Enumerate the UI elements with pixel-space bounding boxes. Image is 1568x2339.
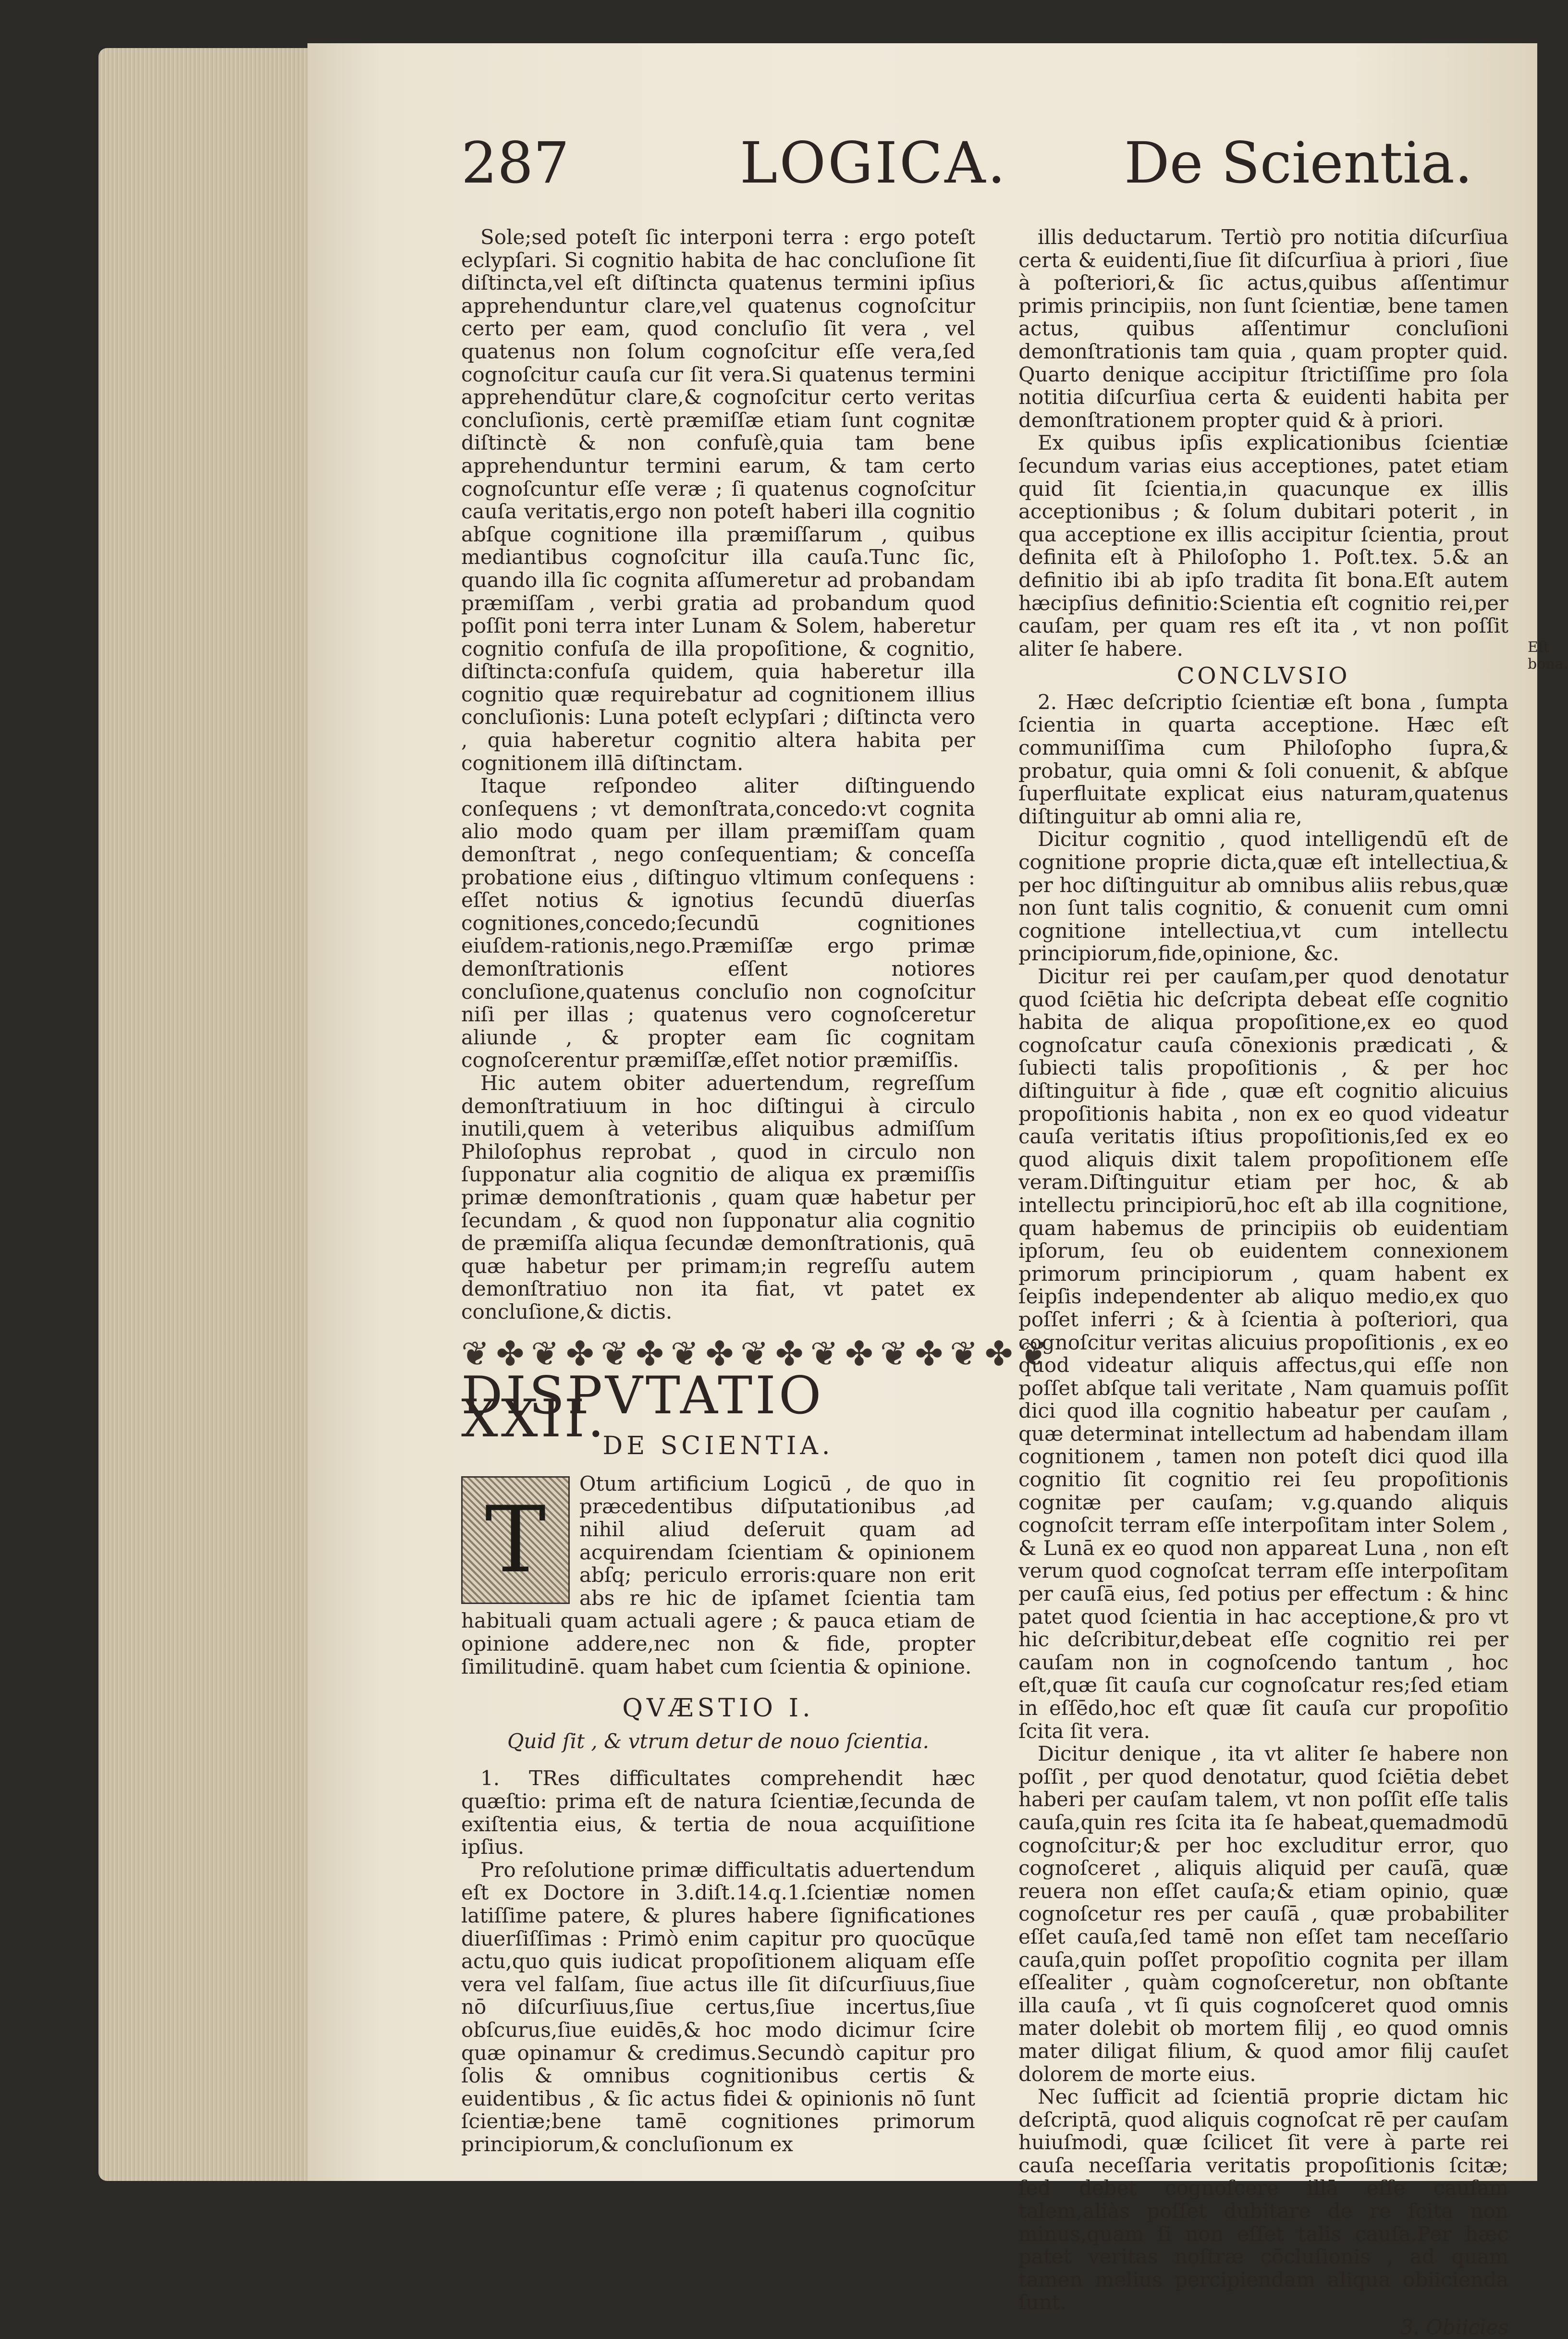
right-column [1018,226,1508,2339]
paragraph: illis deductarum. Tertiò pro notitia diſcurſiua certa & euidenti,ſiue ſit diſcurſiua à priori , ſiue à poſteriori,& ſic actus,quibus aſſentimur primis principiis, non ſunt ſcientiæ, bene tamen actus, quibus aſſentimur concluſioni demonſtrationis tam quia , quam propter quid. Quarto denique accipitur ſtrictiſſime pro ſola notitia diſcurſiua certa & euidenti habita per demonſtrationem propter quid & à priori. [1018,225,1508,432]
book-page [307,43,1568,2339]
paragraph: Pro reſolutione primæ difficultatis aduertendum eſt ex Doctore in 3.diſt.14.q.1.ſcientiæ nomen latiſſime patere, & plures habere ſignificationes diuerſiſſimas : Primò enim capitur pro quocūque actu,quo quis iudicat propoſitionem aliquam eſſe vera vel falſam, ſiue actus ille ſit diſcurſiuus,ſiue nō diſcurſiuus,ſiue certus,ſiue incertus,ſiue obſcurus,ſiue euidēs,& hoc modo dicimur ſcire quæ opinamur & credimus.Secundò capitur pro ſolis & omnibus cognitionibus certis & euidentibus , & ſic actus fidei & opinionis nō ſunt ſcientiæ;bene tamē cognitiones primorum principiorum,& concluſionum ex [461,1858,975,2156]
paragraph: Dicitur denique , ita vt aliter ſe habere non poſſit , per quod denotatur, quod ſciētia debet haberi per cauſam talem, vt non poſſit eſſe talis cauſa,quin res ſcita ita ſe habeat,quemadmodū cognoſcitur;& per hoc excluditur error, quo cognoſceret , aliquis aliquid per cauſā, quæ reuera non eſſet cauſa;& etiam opinio, quæ cognoſcetur res per cauſā , quæ probabiliter eſſet cauſa,ſed tamē non eſſet tam neceſſario cauſa,quin poſſet propoſitio cognita per illam eſſealiter , quàm cognoſceretur, non obſtante illa cauſa , vt ſi quis cognoſceret quod omnis mater dolebit ob mortem filij , eo quod omnis mater diligat filium, & quod amor filij cauſet dolorem de morte eius. [1018,1742,1508,2086]
page-number: 287 [461,130,570,196]
running-subtitle: De Scientia. [1124,130,1473,196]
decorated-initial: T [461,1476,570,1604]
paragraph: Nec ſufficit ad ſcientiā proprie dictam hic deſcriptā, quod aliquis cognoſcat rē per cauſam huiuſmodi, quæ ſcilicet ſit vere à parte rei cauſa neceſſaria veritatis propoſitionis ſcitæ; ſed debet cognoſcere illā eſſe cauſam talem,aliàs poſſet dubitare de re ſcita non minus,quam ſi non eſſet talis cauſa.Per hæc patet veritas noſtræ cōcluſionis , ad quam tamen melius percipiendam aliqua obiicienda ſunt. [1018,2085,1508,2315]
quaestio-subtitle: Quid ſit , & vtrum detur de nouo ſcientia. [507,1729,930,1753]
margin-note: Eſt bona. [1528,639,1568,673]
paragraph: 2. Hæc deſcriptio ſcientiæ eſt bona , ſumpta ſcientia in quarta acceptione. Hæc eſt communiſſima cum Philoſopho ſupra,& probatur, quia omni & ſoli conuenit, & abſque ſuperfluitate explicat eius naturam,quatenus diſtinguitur ab omni alia re, [1018,690,1508,828]
paragraph: Itaque reſpondeo aliter diſtinguendo conſequens ; vt demonſtrata,concedo:vt cognita alio modo quam per illam præmiſſam quam demonſtrat , nego conſequentiam; & conceſſa probatione eius , diſtinguo vltimum conſequens : eſſet notius & ignotius ſecundū diuerſas cognitiones,concedo;ſecundū cognitiones eiuſdem-rationis,nego.Præmiſſæ ergo primæ demonſtrationis eſſent notiores concluſione,quatenus concluſio non cognoſcitur niſi per illas ; quatenus vero cognoſceretur aliunde , & propter eam ſic cognitam cognoſcerentur præmiſſæ,eſſet notior præmiſſis. [461,774,975,1072]
paragraph: Hic autem obiter aduertendum, regreſſum demonſtratiuum in hoc diſtingui à circulo inutili,quem à veteribus aliquibus admiſſum Philoſophus reprobat , quod in circulo non ſupponatur alia cognitio de aliqua ex præmiſſis primæ demonſtrationis , quam quæ habetur per ſecundam , & quod non ſupponatur alia cognitio de præmiſſa aliqua ſecundæ demonſtrationis, quā quæ habetur per primam;in regreſſu autem demonſtratiuo non ita fiat, vt patet ex concluſione,& dictis. [461,1071,975,1323]
intro-text: Otum artificium Logicū , de quo in præcedentibus diſputationibus ,ad nihil aliud deſeruit quam ad acquirendam ſcientiam & opinionem abſq; periculo erroris:quare non erit abs re hic de ipſamet ſcientia tam habituali quam actuali agere ; & pauca etiam de opinione addere,nec non & fide, propter ſimilitudinē. quam habet cum ſcientia & opinione. [461,1471,975,1678]
catchword: 3. Obiicies [1400,2315,1508,2339]
left-column [461,225,1055,2156]
conclusio-heading: CONCLVSIO [1176,662,1350,690]
intro-block [461,1472,975,1678]
disputatio-subtitle: DE SCIENTIA. [602,1432,834,1461]
paragraph: Sole;sed poteſt ſic interponi terra : ergo poteſt eclypſari. Si cognitio habita de hac concluſione ſit diſtincta,vel eſt diſtincta quatenus termini ipſius apprehenduntur clare,vel quatenus cognoſcitur certo per eam, quod concluſio ſit vera , vel quatenus non ſolum cognoſcitur eſſe vera,ſed cognoſcitur cauſa cur ſit vera.Si quatenus termini apprehendūtur clare,& cognoſcitur certo veritas concluſionis, certè præmiſſæ etiam ſunt cognitæ diſtinctè & non confuſè,quia tam bene apprehenduntur termini earum, & tam certo cognoſcuntur eſſe veræ ; ſi quatenus cognoſcitur cauſa veritatis,ergo non poteſt haberi illa cognitio abſque cognitione illa præmiſſarum , quibus mediantibus cognoſcitur illa cauſa.Tunc ſic, quando illa ſic cognita aſſumeretur ad probandam præmiſſam , verbi gratia ad probandum quod poſſit poni terra inter Lunam & Solem, haberetur cognitio confuſa de illa propoſitione, & cognitio, diſtincta:confuſa quidem, quia haberetur illa cognitio quæ requirebatur ad cognitionem illius concluſionis: Luna poteſt eclypſari ; diſtincta vero , quia haberetur cognitio altera habita per cognitionem illā diſtinctam. [461,225,975,775]
quaestio-title: QVÆSTIO I. [622,1694,814,1723]
ornament-border: ❦✤❦✤❦✤❦✤❦✤❦✤❦✤❦✤❦ [461,1334,1055,1373]
running-title: LOGICA. [740,130,1007,196]
paragraph: Ex quibus ipſis explicationibus ſcientiæ ſecundum varias eius acceptiones, patet etiam quid ſit ſcientia,in quacunque ex illis acceptionibus ; & ſolum dubitari poterit , in qua acceptione ex illis accipitur ſcientia, prout definita eſt à Philoſopho 1. Poſt.tex. 5.& an definitio ibi ab ipſo tradita ſit bona.Eſt autem hæcipſius definitio:Scientia eſt cognitio rei,per cauſam, per quam res eſt ita , vt non poſſit aliter ſe habere. [1018,431,1508,661]
book-page-edges [98,48,315,2181]
paragraph: Dicitur rei per cauſam,per quod denotatur quod ſciētia hic deſcripta debeat eſſe cognitio habita de aliqua propoſitione,ex eo quod cognoſcatur cauſa cōnexionis prædicati , & ſubiecti talis propoſitionis , & per hoc diſtinguitur à fide , quæ eſt cognitio alicuius propoſitionis habita , non ex eo quod videatur cauſa veritatis iſtius propoſitionis,ſed ex eo quod aliquis dixit talem propoſitionem eſſe veram.Diſtinguitur etiam per hoc, & ab intellectu principiorū,hoc eſt ab illa cognitione, quam habemus de principiis ob euidentiam ipſorum, ſeu ob euidentem connexionem primorum principiorum , quam habent ex ſeipſis independenter ab aliquo medio,ex quo poſſet inferri ; & à ſcientia à poſteriori, qua cognoſcitur veritas alicuius propoſitionis , ex eo quod videatur aliquis affectus,qui eſſe non poſſet abſque tali veritate , Nam quamuis poſſit dici quod illa cognitio habeatur per cauſam , quæ determinat intellectum ad habendam illam cognitionem , tamen non poteſt dici quod illa cognitio ſit cognitio rei ſeu propoſitionis cognitæ per cauſam; v.g.quando aliquis cognoſcit terram eſſe interpoſitam inter Solem , & Lunā ex eo quod non appareat Luna , non eſt verum quod cognoſcat terram eſſe interpoſitam per cauſā eius, ſed potius per effectum : & hinc patet quod ſcientia in hac acceptione,& pro vt hic deſcribitur,debeat eſſe cognitio rei per cauſam non in cognoſcendo tantum , hoc eſt,quæ ſit cauſa cur cognoſcatur res;ſed etiam in eſſēdo,hoc eſt quæ ſit cauſa cur propoſitio ſcita ſit vera. [1018,965,1508,1743]
paragraph: Dicitur cognitio , quod intelligendū eſt de cognitione proprie dicta,quæ eſt intellectiua,& per hoc diſtinguitur ab omnibus aliis rebus,quæ non ſunt talis cognitio, & conuenit cum omni cognitione intellectiua,vt cum intellectu principiorum,fide,opinione, &c. [1018,827,1508,966]
paragraph: 1. TRes difficultates comprehendit hæc quæſtio: prima eſt de natura ſcientiæ,ſecunda de exiſtentia eius, & tertia de noua acquiſitione ipſius. [461,1766,975,1859]
running-header [461,115,1518,202]
disputatio-title: DISPVTATIO XXII. [461,1366,824,1449]
